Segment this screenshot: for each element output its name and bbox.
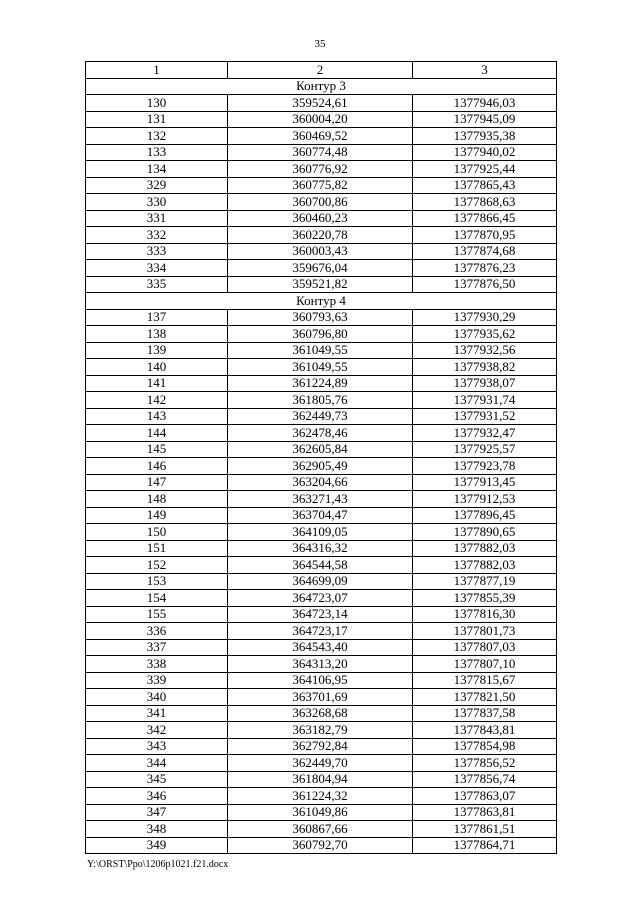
y-coordinate-cell: 1377855,39 — [413, 590, 557, 607]
y-coordinate-cell: 1377877,19 — [413, 573, 557, 590]
y-coordinate-cell: 1377935,62 — [413, 326, 557, 343]
point-number-cell: 343 — [86, 738, 228, 755]
table-row — [86, 573, 557, 590]
x-coordinate-cell: 362605,84 — [228, 441, 413, 458]
table-row — [86, 590, 557, 607]
x-coordinate-cell: 359676,04 — [228, 260, 413, 277]
x-coordinate-cell: 362449,73 — [228, 408, 413, 425]
y-coordinate-cell: 1377856,52 — [413, 755, 557, 772]
section-title-row — [86, 293, 557, 310]
x-coordinate-cell: 364109,05 — [228, 524, 413, 541]
table-row — [86, 656, 557, 673]
point-number-cell: 334 — [86, 260, 228, 277]
x-coordinate-cell: 363701,69 — [228, 689, 413, 706]
y-coordinate-cell: 1377882,03 — [413, 540, 557, 557]
y-coordinate-cell: 1377843,81 — [413, 722, 557, 739]
point-number-cell: 148 — [86, 491, 228, 508]
x-coordinate-cell: 364723,07 — [228, 590, 413, 607]
header-cell: 2 — [228, 62, 413, 79]
x-coordinate-cell: 359521,82 — [228, 276, 413, 293]
table-row — [86, 309, 557, 326]
table-row — [86, 276, 557, 293]
y-coordinate-cell: 1377876,50 — [413, 276, 557, 293]
table-row — [86, 507, 557, 524]
y-coordinate-cell: 1377874,68 — [413, 243, 557, 260]
x-coordinate-cell: 360775,82 — [228, 177, 413, 194]
point-number-cell: 338 — [86, 656, 228, 673]
y-coordinate-cell: 1377801,73 — [413, 623, 557, 640]
table-row — [86, 689, 557, 706]
table-row — [86, 705, 557, 722]
table-row — [86, 243, 557, 260]
x-coordinate-cell: 360793,63 — [228, 309, 413, 326]
header-cell: 3 — [413, 62, 557, 79]
point-number-cell: 333 — [86, 243, 228, 260]
y-coordinate-cell: 1377912,53 — [413, 491, 557, 508]
point-number-cell: 346 — [86, 788, 228, 805]
y-coordinate-cell: 1377930,29 — [413, 309, 557, 326]
x-coordinate-cell: 360460,23 — [228, 210, 413, 227]
point-number-cell: 342 — [86, 722, 228, 739]
table-row — [86, 326, 557, 343]
point-number-cell: 143 — [86, 408, 228, 425]
y-coordinate-cell: 1377913,45 — [413, 474, 557, 491]
y-coordinate-cell: 1377816,30 — [413, 606, 557, 623]
y-coordinate-cell: 1377837,58 — [413, 705, 557, 722]
y-coordinate-cell: 1377938,82 — [413, 359, 557, 376]
y-coordinate-cell: 1377856,74 — [413, 771, 557, 788]
point-number-cell: 144 — [86, 425, 228, 442]
x-coordinate-cell: 364723,14 — [228, 606, 413, 623]
x-coordinate-cell: 364543,40 — [228, 639, 413, 656]
point-number-cell: 155 — [86, 606, 228, 623]
x-coordinate-cell: 361224,32 — [228, 788, 413, 805]
y-coordinate-cell: 1377938,07 — [413, 375, 557, 392]
point-number-cell: 151 — [86, 540, 228, 557]
table-row — [86, 392, 557, 409]
point-number-cell: 132 — [86, 128, 228, 145]
table-row — [86, 722, 557, 739]
y-coordinate-cell: 1377882,03 — [413, 557, 557, 574]
x-coordinate-cell: 363268,68 — [228, 705, 413, 722]
table-row — [86, 375, 557, 392]
table-row — [86, 771, 557, 788]
table-row — [86, 524, 557, 541]
y-coordinate-cell: 1377868,63 — [413, 194, 557, 211]
x-coordinate-cell: 361049,55 — [228, 342, 413, 359]
y-coordinate-cell: 1377861,51 — [413, 821, 557, 838]
y-coordinate-cell: 1377865,43 — [413, 177, 557, 194]
y-coordinate-cell: 1377863,81 — [413, 804, 557, 821]
point-number-cell: 340 — [86, 689, 228, 706]
coordinates-table — [85, 61, 557, 854]
y-coordinate-cell: 1377940,02 — [413, 144, 557, 161]
x-coordinate-cell: 361224,89 — [228, 375, 413, 392]
table-row — [86, 672, 557, 689]
y-coordinate-cell: 1377925,44 — [413, 161, 557, 178]
point-number-cell: 332 — [86, 227, 228, 244]
point-number-cell: 344 — [86, 755, 228, 772]
point-number-cell: 131 — [86, 111, 228, 128]
point-number-cell: 152 — [86, 557, 228, 574]
point-number-cell: 329 — [86, 177, 228, 194]
x-coordinate-cell: 364106,95 — [228, 672, 413, 689]
point-number-cell: 335 — [86, 276, 228, 293]
x-coordinate-cell: 362905,49 — [228, 458, 413, 475]
y-coordinate-cell: 1377863,07 — [413, 788, 557, 805]
point-number-cell: 341 — [86, 705, 228, 722]
table-row — [86, 161, 557, 178]
y-coordinate-cell: 1377896,45 — [413, 507, 557, 524]
point-number-cell: 139 — [86, 342, 228, 359]
table-row — [86, 408, 557, 425]
table-row — [86, 821, 557, 838]
table-row — [86, 95, 557, 112]
point-number-cell: 330 — [86, 194, 228, 211]
table-row — [86, 227, 557, 244]
x-coordinate-cell: 360220,78 — [228, 227, 413, 244]
header-cell: 1 — [86, 62, 228, 79]
y-coordinate-cell: 1377931,52 — [413, 408, 557, 425]
point-number-cell: 348 — [86, 821, 228, 838]
y-coordinate-cell: 1377864,71 — [413, 837, 557, 854]
x-coordinate-cell: 364544,58 — [228, 557, 413, 574]
section-title-row — [86, 78, 557, 95]
point-number-cell: 142 — [86, 392, 228, 409]
section-title: Контур 3 — [86, 78, 557, 95]
x-coordinate-cell: 361804,94 — [228, 771, 413, 788]
point-number-cell: 147 — [86, 474, 228, 491]
footer-file-path: Y:\ORST\Ppo\1206p1021.f21.docx — [87, 859, 229, 870]
point-number-cell: 331 — [86, 210, 228, 227]
x-coordinate-cell: 360469,52 — [228, 128, 413, 145]
x-coordinate-cell: 362792,84 — [228, 738, 413, 755]
table-row — [86, 441, 557, 458]
point-number-cell: 347 — [86, 804, 228, 821]
point-number-cell: 130 — [86, 95, 228, 112]
y-coordinate-cell: 1377807,03 — [413, 639, 557, 656]
x-coordinate-cell: 360867,66 — [228, 821, 413, 838]
x-coordinate-cell: 361049,55 — [228, 359, 413, 376]
point-number-cell: 153 — [86, 573, 228, 590]
point-number-cell: 336 — [86, 623, 228, 640]
table-row — [86, 177, 557, 194]
point-number-cell: 337 — [86, 639, 228, 656]
point-number-cell: 149 — [86, 507, 228, 524]
header-row — [86, 62, 557, 79]
point-number-cell: 138 — [86, 326, 228, 343]
x-coordinate-cell: 360004,20 — [228, 111, 413, 128]
x-coordinate-cell: 360792,70 — [228, 837, 413, 854]
x-coordinate-cell: 362478,46 — [228, 425, 413, 442]
section-title: Контур 4 — [86, 293, 557, 310]
y-coordinate-cell: 1377925,57 — [413, 441, 557, 458]
table-body — [86, 62, 557, 854]
table-row — [86, 623, 557, 640]
x-coordinate-cell: 364699,09 — [228, 573, 413, 590]
point-number-cell: 345 — [86, 771, 228, 788]
point-number-cell: 134 — [86, 161, 228, 178]
x-coordinate-cell: 363182,79 — [228, 722, 413, 739]
y-coordinate-cell: 1377945,09 — [413, 111, 557, 128]
point-number-cell: 146 — [86, 458, 228, 475]
table-row — [86, 194, 557, 211]
table-row — [86, 788, 557, 805]
table-row — [86, 474, 557, 491]
y-coordinate-cell: 1377815,67 — [413, 672, 557, 689]
table-row — [86, 804, 557, 821]
x-coordinate-cell: 363704,47 — [228, 507, 413, 524]
x-coordinate-cell: 361805,76 — [228, 392, 413, 409]
y-coordinate-cell: 1377870,95 — [413, 227, 557, 244]
point-number-cell: 154 — [86, 590, 228, 607]
x-coordinate-cell: 363204,66 — [228, 474, 413, 491]
table-row — [86, 342, 557, 359]
table-row — [86, 738, 557, 755]
y-coordinate-cell: 1377866,45 — [413, 210, 557, 227]
table-row — [86, 260, 557, 277]
y-coordinate-cell: 1377854,98 — [413, 738, 557, 755]
y-coordinate-cell: 1377931,74 — [413, 392, 557, 409]
table-row — [86, 425, 557, 442]
point-number-cell: 349 — [86, 837, 228, 854]
table-row — [86, 111, 557, 128]
x-coordinate-cell: 360776,92 — [228, 161, 413, 178]
x-coordinate-cell: 362449,70 — [228, 755, 413, 772]
x-coordinate-cell: 360700,86 — [228, 194, 413, 211]
table-row — [86, 458, 557, 475]
point-number-cell: 150 — [86, 524, 228, 541]
x-coordinate-cell: 364316,32 — [228, 540, 413, 557]
point-number-cell: 133 — [86, 144, 228, 161]
point-number-cell: 145 — [86, 441, 228, 458]
y-coordinate-cell: 1377890,65 — [413, 524, 557, 541]
table-row — [86, 491, 557, 508]
point-number-cell: 140 — [86, 359, 228, 376]
x-coordinate-cell: 359524,61 — [228, 95, 413, 112]
table-row — [86, 540, 557, 557]
point-number-cell: 141 — [86, 375, 228, 392]
table-row — [86, 639, 557, 656]
table-row — [86, 128, 557, 145]
y-coordinate-cell: 1377821,50 — [413, 689, 557, 706]
x-coordinate-cell: 360796,80 — [228, 326, 413, 343]
x-coordinate-cell: 361049,86 — [228, 804, 413, 821]
table-row — [86, 210, 557, 227]
y-coordinate-cell: 1377923,78 — [413, 458, 557, 475]
point-number-cell: 339 — [86, 672, 228, 689]
table-row — [86, 755, 557, 772]
y-coordinate-cell: 1377876,23 — [413, 260, 557, 277]
x-coordinate-cell: 364313,20 — [228, 656, 413, 673]
table-row — [86, 606, 557, 623]
point-number-cell: 137 — [86, 309, 228, 326]
y-coordinate-cell: 1377807,10 — [413, 656, 557, 673]
y-coordinate-cell: 1377946,03 — [413, 95, 557, 112]
page-number: 35 — [314, 38, 326, 50]
table-row — [86, 144, 557, 161]
y-coordinate-cell: 1377935,38 — [413, 128, 557, 145]
table-row — [86, 557, 557, 574]
y-coordinate-cell: 1377932,47 — [413, 425, 557, 442]
x-coordinate-cell: 364723,17 — [228, 623, 413, 640]
x-coordinate-cell: 360774,48 — [228, 144, 413, 161]
table-row — [86, 359, 557, 376]
table-row — [86, 837, 557, 854]
y-coordinate-cell: 1377932,56 — [413, 342, 557, 359]
x-coordinate-cell: 360003,43 — [228, 243, 413, 260]
x-coordinate-cell: 363271,43 — [228, 491, 413, 508]
